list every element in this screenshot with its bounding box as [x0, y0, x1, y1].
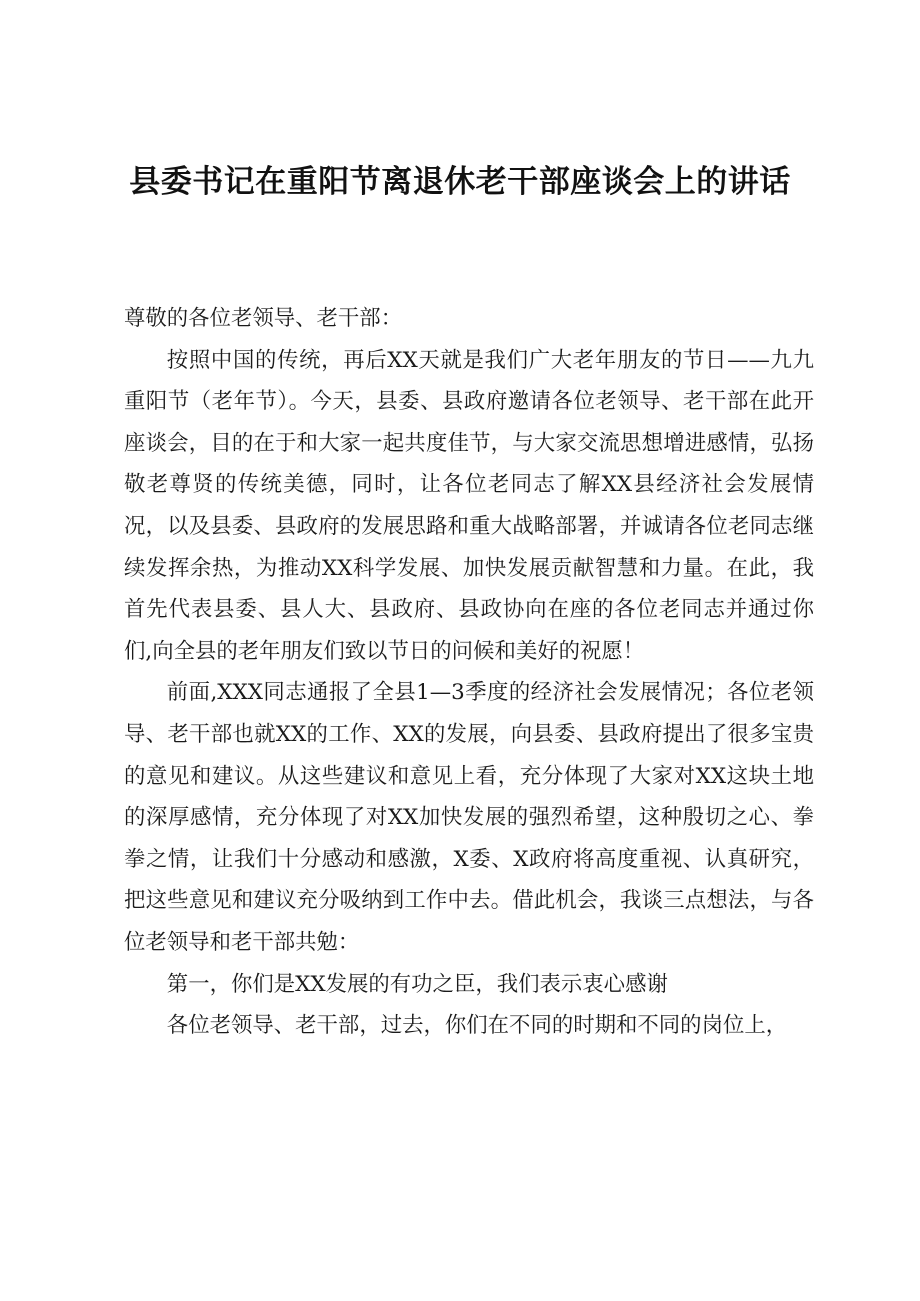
- salutation: 尊敬的各位老领导、老干部：: [124, 306, 403, 331]
- document-body: [124, 298, 814, 1047]
- section-paragraph-1: 各位老领导、老干部，过去，你们在不同的时期和不同的岗位上，: [166, 1013, 788, 1039]
- document-title: 县委书记在重阳节离退休老干部座谈会上的讲话: [129, 164, 791, 200]
- section-heading-1: 第一，你们是XX发展的有功之臣，我们表示衷心感谢: [166, 971, 668, 997]
- paragraph-1: 按照中国的传统，再后XX天就是我们广大老年朋友的节日——九九重阳节（老年节）。今天，县委、县政府邀请各位老领导、老干部在此开座谈会，目的在于和大家一起共度佳节，与大家交流思想增进感情，弘扬敬老尊贤的传统美德，同时，让各位老同志了解XX县经济社会发展情况，以及县委、县政府的发展思路和重大战略部署，并诚请各位老同志继续发挥余热，为推动XX科学发展、加快发展贡献智慧和力量。在此，我首先代表县委、县人大、县政府、县政协向在座的各位老同志并通过你们,向全县的老年朋友们致以节日的问候和美好的祝愿！: [124, 347, 814, 664]
- paragraph-2: 前面,XXX同志通报了全县1—3季度的经济社会发展情况；各位老领导、老干部也就XX的工作、XX的发展，向县委、县政府提出了很多宝贵的意见和建议。从这些建议和意见上看，充分体现了大家对XX这块土地的深厚感情，充分体现了对XX加快发展的强烈希望，这种殷切之心、拳拳之情，让我们十分感动和感激，X委、X政府将高度重视、认真研究，把这些意见和建议充分吸纳到工作中去。借此机会，我谈三点想法，与各位老领导和老干部共勉：: [124, 680, 814, 955]
